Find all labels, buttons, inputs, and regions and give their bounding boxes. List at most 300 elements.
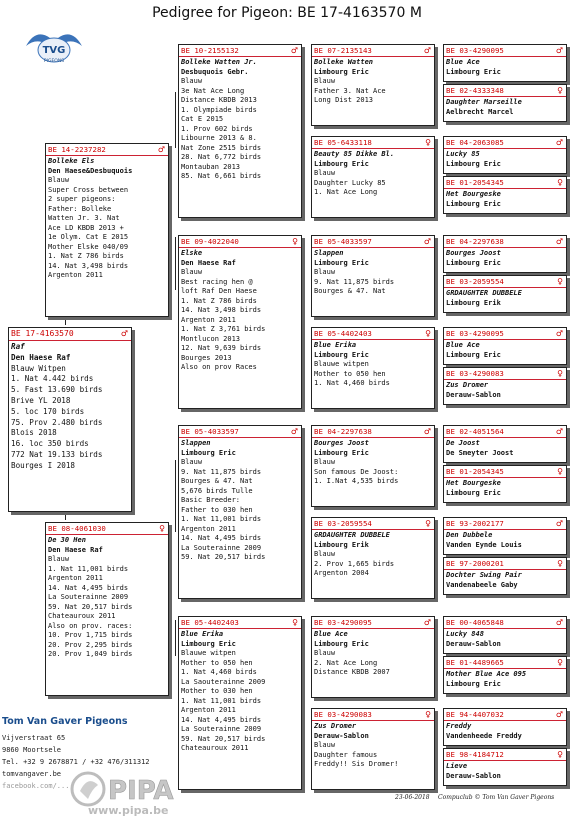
breeder-address-street: Vijverstraat 65 (2, 734, 66, 742)
breeder-name: Desbuquois Gebr. (181, 67, 249, 76)
info-line: 1. Olympiade birds (181, 105, 257, 114)
info-line: Mother to 050 hen (181, 658, 253, 667)
male-icon: ♂ (290, 46, 298, 55)
sire-card[interactable] (45, 143, 169, 317)
ring-number: 03-4290095 (459, 46, 504, 55)
info-line: 16. loc 350 birds (11, 439, 89, 449)
ring-header (179, 45, 301, 57)
female-icon: ♀ (557, 178, 563, 187)
female-icon: ♀ (557, 750, 563, 759)
info-line: Best racing hen @ (181, 277, 253, 286)
great-grandparent-card[interactable] (443, 656, 567, 694)
ring-number: 05-6433118 (327, 138, 372, 147)
male-icon: ♂ (120, 329, 128, 338)
info-line: Argenton 2004 (314, 569, 369, 577)
ring-number: 05-4033597 (327, 237, 372, 246)
info-line: Distance KBDB 2007 (314, 668, 390, 676)
pipa-brand: PIPA (108, 776, 174, 806)
ring-country: BE (181, 237, 190, 246)
info-line: 59. Nat 20,517 birds (48, 602, 133, 611)
ring-number: 08-4061030 (61, 524, 106, 533)
info-line: 1. Nat 11,001 birds (181, 515, 262, 523)
pigeon-name: Dochter Swing Pair (446, 571, 522, 579)
info-line: 14. Nat 4,495 birds (181, 715, 262, 724)
breeder-phone: Tel. +32 9 2678871 / +32 476/311312 (2, 758, 150, 766)
great-grandparent-card[interactable] (443, 465, 567, 503)
ring-country: BE (446, 329, 455, 338)
ring-number: 02-4333348 (459, 86, 504, 95)
info-line: Bourges 2013 (181, 353, 232, 362)
dam-dam-card[interactable] (178, 616, 302, 790)
info-line: 1. Prov 602 birds (181, 124, 253, 133)
breeder-name: Den Haese Raf (48, 545, 103, 554)
ring-header (444, 45, 566, 57)
ring-country: BE (314, 329, 323, 338)
great-grandparent-card[interactable] (443, 367, 567, 405)
sire-sire-sire-card[interactable] (311, 44, 435, 126)
info-line: Watten Jr. 3. Nat (48, 214, 120, 222)
info-line: Distance KBDB 2013 (181, 96, 257, 104)
breeder-name: Limbourg Eric (181, 639, 236, 648)
male-icon: ♂ (423, 46, 431, 55)
info-line: 1. Nat 11,001 birds (181, 696, 262, 705)
ring-header (444, 518, 566, 530)
ring-header (444, 426, 566, 438)
ring-header (312, 328, 434, 340)
female-icon: ♀ (557, 86, 563, 95)
pigeon-name: Blue Ace (446, 341, 480, 349)
breeder-name: Limbourg Eric (446, 258, 501, 267)
female-icon: ♀ (425, 329, 431, 338)
ring-header (444, 85, 566, 97)
ring-number: 03-2059554 (327, 519, 372, 528)
ring-number: 03-2059554 (459, 277, 504, 286)
info-line: Brive YL 2018 (11, 395, 71, 405)
breeder-facebook[interactable]: facebook.com/... (2, 782, 70, 790)
pigeon-name: Bolleke Els (48, 157, 95, 165)
ring-header (444, 617, 566, 629)
male-icon: ♂ (423, 427, 431, 436)
card-body (444, 57, 566, 77)
ring-number: 94-4407032 (459, 710, 504, 719)
card-body (444, 189, 566, 209)
info-line: Blauw (48, 555, 70, 563)
card-body (179, 438, 301, 563)
card-body (312, 530, 434, 579)
pigeon-name: Den Dubbele (446, 531, 493, 539)
print-date: 23-06-2018 (395, 794, 430, 801)
breeder-name: Limbourg Eric (314, 448, 369, 457)
ring-header (179, 617, 301, 629)
card-body (444, 97, 566, 117)
info-line: Nat Zone 2515 birds (181, 143, 262, 152)
ring-country: BE (446, 427, 455, 436)
ring-number: 05-4033597 (194, 427, 239, 436)
great-grandparent-card[interactable] (443, 425, 567, 463)
ring-country: BE (446, 710, 455, 719)
pipa-url: www.pipa.be (88, 804, 169, 817)
ring-header (312, 236, 434, 248)
card-body (46, 535, 168, 660)
info-line: 5. loc 170 birds (11, 406, 85, 416)
info-line: Blauw (314, 550, 336, 558)
ring-country: BE (314, 138, 323, 147)
female-icon: ♀ (425, 710, 431, 719)
card-body (312, 149, 434, 198)
ring-header (444, 236, 566, 248)
pigeon-name: De 30 Hen (48, 536, 86, 544)
pigeon-name: Bourges Joost (314, 439, 369, 447)
pigeon-name: De Joost (446, 439, 480, 447)
info-line: 1. Nat Z 786 birds (181, 296, 257, 305)
card-body (444, 149, 566, 169)
info-line: Super Cross between (48, 185, 129, 194)
connector (175, 92, 176, 148)
female-icon: ♀ (557, 277, 563, 286)
info-line: 1. Nat Z 3,761 birds (181, 325, 266, 333)
breeder-name: Limbourg Erik (314, 540, 369, 549)
info-line: Also on prov. races: (48, 621, 133, 630)
info-line: 2 super pigeons: (48, 195, 116, 203)
male-icon: ♂ (555, 618, 563, 627)
pigeon-name: Bourges Joost (446, 249, 501, 257)
sire-sire-dam-card[interactable] (311, 136, 435, 218)
great-grandparent-card[interactable] (443, 44, 567, 82)
ring-header (9, 328, 131, 341)
info-line: Long Dist 2013 (314, 96, 374, 104)
ring-number: 10-2155132 (194, 46, 239, 55)
info-line: Father to 030 hen (181, 505, 253, 514)
ring-number: 05-4402403 (194, 618, 239, 627)
ring-number: 03-4290083 (327, 710, 372, 719)
info-line: Argenton 2011 (48, 271, 103, 279)
pigeon-name: Raf (11, 342, 25, 351)
logo-subtext: PIGEONS (43, 59, 65, 64)
info-line: 5. Fast 13.690 birds (11, 385, 103, 395)
info-line: 1. Nat 11,001 birds (48, 564, 129, 573)
pigeon-name: Beauty 85 Dikke Bl. (314, 150, 395, 158)
info-line: Argenton 2011 (181, 524, 236, 533)
info-line: 9. Nat 11,875 birds (181, 467, 262, 476)
pigeon-name: Mother Blue Ace 095 (446, 670, 527, 678)
male-icon: ♂ (555, 329, 563, 338)
pigeon-name: Bolleke Watten Jr. (181, 58, 257, 66)
info-line: 59. Nat 20,517 birds (181, 553, 266, 561)
sire-dam-card[interactable] (178, 235, 302, 409)
breeder-name: Derauw-Sablon (446, 771, 501, 780)
info-line: 20. Prov 1,049 birds (48, 650, 133, 658)
female-icon: ♀ (292, 618, 298, 627)
male-icon: ♂ (555, 138, 563, 147)
ring-country: BE (314, 46, 323, 55)
info-line: 59. Nat 20,517 birds (181, 734, 266, 743)
sire-dam-dam-card[interactable] (311, 327, 435, 409)
pigeon-name: Blue Erika (181, 630, 224, 638)
breeder-name: Vandenheede Freddy (446, 731, 522, 740)
dam-sire-card[interactable] (178, 425, 302, 599)
ring-header (444, 749, 566, 761)
pigeon-name: Elske (181, 249, 203, 257)
great-grandparent-card[interactable] (443, 136, 567, 174)
ring-country: BE (446, 658, 455, 667)
connector (175, 237, 176, 290)
breeder-name: Limbourg Eric (446, 159, 501, 168)
info-line: Cat E 2015 (181, 115, 224, 123)
ring-header (46, 144, 168, 156)
pigeon-name: GRDAUGHTER DUBBELE (446, 289, 522, 297)
card-body (444, 629, 566, 649)
breeder-name: De Smeyter Joost (446, 448, 514, 457)
pigeon-name: Slappen (181, 439, 211, 447)
male-icon: ♂ (157, 145, 165, 154)
ring-header (444, 276, 566, 288)
card-body (444, 438, 566, 458)
pigeon-name: Het Bourgeske (446, 479, 501, 487)
info-line: Libourne 2013 & 8. (181, 134, 257, 142)
info-line: Father: Bolleke (48, 204, 112, 213)
info-line: 1. Nat 4.442 birds (11, 374, 94, 384)
breeder-name: Limbourg Eric (446, 199, 501, 208)
sire-sire-card[interactable] (178, 44, 302, 218)
ring-header (312, 426, 434, 438)
info-line: 28. Nat 6,772 birds (181, 153, 262, 161)
female-icon: ♀ (557, 369, 563, 378)
info-line: Freddy!! Sis Dromer! (314, 760, 399, 768)
info-line: 1. Nat Ace Long (314, 188, 378, 196)
info-line: Father 3. Nat Ace (314, 86, 386, 95)
female-icon: ♀ (557, 658, 563, 667)
ring-country: BE (181, 46, 190, 55)
ring-number: 00-4065848 (459, 618, 504, 627)
dam-card[interactable] (45, 522, 169, 696)
connector (175, 460, 176, 532)
ring-number: 14-2237282 (61, 145, 106, 154)
ring-header (444, 558, 566, 570)
ring-country: BE (446, 86, 455, 95)
info-line: 75. Prov 2.480 birds (11, 417, 103, 427)
great-grandparent-card[interactable] (443, 616, 567, 654)
great-grandparent-card[interactable] (443, 708, 567, 746)
info-line: 772 Nat 19.133 birds (11, 449, 103, 459)
card-body (179, 57, 301, 182)
pigeon-name: Blue Ace (314, 630, 348, 638)
info-line: 12. Nat 9,639 birds (181, 344, 262, 352)
ring-number: 97-2000201 (459, 559, 504, 568)
male-icon: ♂ (555, 710, 563, 719)
info-line: La Souterainne 2009 (181, 543, 262, 552)
info-line: La Souterainne 2009 (48, 593, 129, 601)
info-line: 1. Nat 4,460 birds (181, 668, 257, 676)
info-line: 20. Prov 2,295 birds (48, 640, 133, 649)
pigeon-name: Blue Erika (314, 341, 357, 349)
dam-sire-dam-card[interactable] (311, 517, 435, 599)
breeder-name: Derauw-Sablon (446, 639, 501, 648)
breeder-name: Limbourg Eric (314, 350, 369, 359)
pigeon-name: Zus Dromer (314, 722, 357, 730)
pigeon-name: Zus Dromer (446, 381, 489, 389)
info-line: Blauwe witpen (314, 360, 369, 368)
info-line: Daughter Lucky 85 (314, 178, 386, 187)
female-icon: ♀ (292, 237, 298, 246)
breeder-name: Limbourg Eric (446, 488, 501, 497)
ring-country: BE (446, 559, 455, 568)
ring-header (312, 518, 434, 530)
card-body (444, 530, 566, 550)
logo-text: TVG (42, 45, 66, 56)
card-body (444, 248, 566, 268)
great-grandparent-card[interactable] (443, 517, 567, 555)
dam-dam-sire-card[interactable] (311, 616, 435, 698)
ring-number: 01-2054345 (459, 178, 504, 187)
info-line: Blauw (314, 458, 336, 466)
ring-country: BE (446, 138, 455, 147)
info-line: 14. Nat 4,495 birds (181, 534, 262, 542)
ring-header (46, 523, 168, 535)
female-icon: ♀ (425, 138, 431, 147)
card-body (312, 629, 434, 678)
info-line: Blauw (314, 741, 336, 749)
dam-sire-sire-card[interactable] (311, 425, 435, 507)
breeder-name: Den Haese&Desbuquois (48, 166, 133, 175)
male-icon: ♂ (555, 46, 563, 55)
ring-number: 05-4402403 (327, 329, 372, 338)
info-line: Blauw (181, 268, 203, 276)
info-line: La Saouterainne 2009 (181, 677, 266, 686)
female-icon: ♀ (557, 559, 563, 568)
card-body (179, 248, 301, 373)
ring-number: 93-2002177 (459, 519, 504, 528)
breeder-name: Derauw-Sablon (446, 390, 501, 399)
card-body (444, 288, 566, 308)
info-line: 1. Nat Z 786 birds (48, 252, 124, 260)
ring-country: BE (446, 519, 455, 528)
ring-country: BE (314, 618, 323, 627)
great-grandparent-card[interactable] (443, 557, 567, 595)
card-body (312, 57, 434, 106)
info-line: Blauw (181, 77, 203, 85)
ring-country: BE (446, 178, 455, 187)
pigeon-name: Lucky 85 (446, 150, 480, 158)
ring-number: 01-4489665 (459, 658, 504, 667)
info-line: 1e Olym. Cat E 2015 (48, 233, 129, 241)
great-grandparent-card[interactable] (443, 327, 567, 365)
info-line: Blauw Witpen (11, 363, 66, 373)
ring-country: BE (446, 618, 455, 627)
ring-number: 07-2135143 (327, 46, 372, 55)
breeder-name: Limbourg Eric (314, 159, 369, 168)
ring-country: BE (181, 427, 190, 436)
breeder-name: Limbourg Eric (446, 679, 501, 688)
great-grandparent-card[interactable] (443, 176, 567, 214)
info-line: Blauw (314, 268, 336, 276)
info-line: 1. Nat 4,460 birds (314, 379, 390, 387)
connector (175, 620, 176, 656)
ring-number: 03-4290095 (459, 329, 504, 338)
ring-header (312, 617, 434, 629)
info-line: Blauw (314, 169, 336, 177)
ring-country: BE (314, 710, 323, 719)
ring-country: BE (446, 369, 455, 378)
info-line: 14. Nat 3,498 birds (181, 306, 262, 314)
card-body (444, 340, 566, 360)
great-grandparent-card[interactable] (443, 235, 567, 273)
subject-card[interactable] (8, 327, 132, 512)
breeder-name: Derauw-Sablon (314, 731, 369, 740)
breeder-name: Tom Van Gaver Pigeons (2, 716, 128, 727)
pigeon-name: Lieve (446, 762, 468, 770)
info-line: 9. Nat 11,875 birds (314, 277, 395, 286)
info-line: Argenton 2011 (48, 574, 103, 582)
dam-dam-dam-card[interactable] (311, 708, 435, 790)
female-icon: ♀ (159, 524, 165, 533)
breeder-address-city: 9860 Moortsele (2, 746, 62, 754)
ring-country: BE (314, 237, 323, 246)
breeder-name: Den Haese Raf (11, 352, 71, 362)
female-icon: ♀ (557, 467, 563, 476)
info-line: Mother Elske 040/09 (48, 242, 129, 251)
male-icon: ♂ (290, 427, 298, 436)
ring-header (444, 137, 566, 149)
card-body (312, 340, 434, 389)
card-body (9, 341, 131, 472)
male-icon: ♂ (423, 618, 431, 627)
ring-number: 01-2054345 (459, 467, 504, 476)
pigeon-name: Blue Ace (446, 58, 480, 66)
info-line: Blauw (314, 649, 336, 657)
info-line: 10. Prov 1,715 birds (48, 631, 133, 639)
great-grandparent-card[interactable] (443, 275, 567, 313)
great-grandparent-card[interactable] (443, 748, 567, 786)
pigeon-name: Lucky 848 (446, 630, 484, 638)
male-icon: ♂ (555, 427, 563, 436)
pigeon-name: Bolleke Watten (314, 58, 374, 66)
breeder-name: Limbourg Erik (446, 298, 501, 307)
pigeon-name: GRDAUGHTER DUBBELE (314, 531, 390, 539)
breeder-website[interactable]: tomvangaver.be (2, 770, 62, 778)
breeder-name: Limbourg Eric (314, 258, 369, 267)
ring-country: BE (446, 750, 455, 759)
breeder-name: Limbourg Eric (446, 350, 501, 359)
info-line: Montauban 2013 (181, 162, 241, 171)
card-body (444, 761, 566, 781)
info-line: Also on prov Races (181, 363, 257, 371)
info-line: loft Raf Den Haese (181, 287, 257, 295)
breeder-name: Aelbrecht Marcel (446, 107, 514, 116)
card-body (444, 570, 566, 590)
sire-dam-sire-card[interactable] (311, 235, 435, 317)
ring-header (444, 177, 566, 189)
ring-country: BE (314, 519, 323, 528)
pigeon-name: Het Bourgeske (446, 190, 501, 198)
male-icon: ♂ (423, 237, 431, 246)
info-line: Bourges & 47. Nat (181, 477, 253, 485)
card-body (179, 629, 301, 754)
ring-header (444, 709, 566, 721)
card-body (444, 478, 566, 498)
card-body (312, 248, 434, 297)
info-line: Basic Breeder: (181, 496, 241, 504)
info-line: Blauwe witpen (181, 649, 236, 657)
ring-country: BE (181, 618, 190, 627)
ring-country: BE (11, 329, 21, 338)
credit-text: Compuclub © Tom Van Gaver Pigeons (438, 794, 555, 801)
info-line: Blauw (48, 176, 70, 184)
pigeon-name: Slappen (314, 249, 344, 257)
ring-number: 04-2063085 (459, 138, 504, 147)
ring-header (312, 709, 434, 721)
great-grandparent-card[interactable] (443, 84, 567, 122)
ring-country: BE (446, 46, 455, 55)
